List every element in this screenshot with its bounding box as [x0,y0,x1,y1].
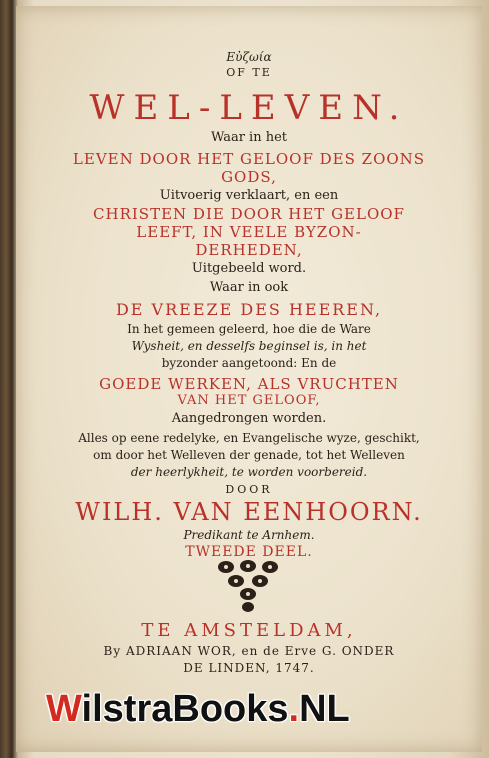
line-19: der heerlykheit, te worden voorbereid. [130,465,368,479]
line-3: GODS, [221,168,277,186]
ofte-text: OF TE [226,66,272,79]
line-14: GOEDE WERKEN, ALS VRUCHTEN [99,375,399,393]
line-1: Waar in het [210,130,288,145]
author-name: WILH. VAN EENHOORN. [75,498,423,526]
main-title: WEL-LEVEN. [89,88,409,128]
line-5: CHRISTEN DIE DOOR HET GELOOF [93,205,405,223]
line-18: om door het Welleven der genade, tot het Welleven [93,448,405,462]
publisher-line-2: DE LINDEN, 1747. [183,661,315,675]
line-13: byzonder aangetoond: En de [161,356,337,370]
watermark-name: ilstraBooks [81,688,289,730]
line-6: LEEFT, IN VEELE BYZON- [136,223,362,241]
line-4: Uitvoerig verklaart, en een [159,188,339,203]
publisher-line-1: By ADRIAAN WOR, en de Erve G. ONDER [103,644,395,658]
watermark-w: W [46,688,82,730]
line-9: Waar in ook [209,280,289,295]
line-2: LEVEN DOOR HET GELOOF DES ZOONS [72,150,426,168]
line-7: DERHEDEN, [195,241,303,259]
printers-ornament-icon [216,559,280,615]
author-role: Predikant te Arnhem. [183,528,315,542]
line-10: DE VREEZE DES HEEREN, [115,300,383,319]
line-12: Wysheit, en desselfs beginsel is, in het [131,339,367,353]
city-line: TE AMSTELDAM, [141,620,357,641]
watermark [46,688,446,738]
line-17: Alles op eene redelyke, en Evangelische wyze, geschikt, [78,431,420,445]
line-15: VAN HET GELOOF, [177,393,321,408]
door-text: DOOR [225,483,273,496]
watermark-dot: . [288,688,300,730]
line-11: In het gemeen geleerd, hoe die de Ware [127,322,371,336]
part-title: TWEEDE DEEL. [185,544,313,560]
line-16: Aangedrongen worden. [171,411,327,426]
title-page [16,6,482,752]
watermark-tld: NL [299,688,350,730]
line-8: Uitgebeeld word. [191,261,307,276]
greek-title: Εὐζωία [226,50,272,64]
